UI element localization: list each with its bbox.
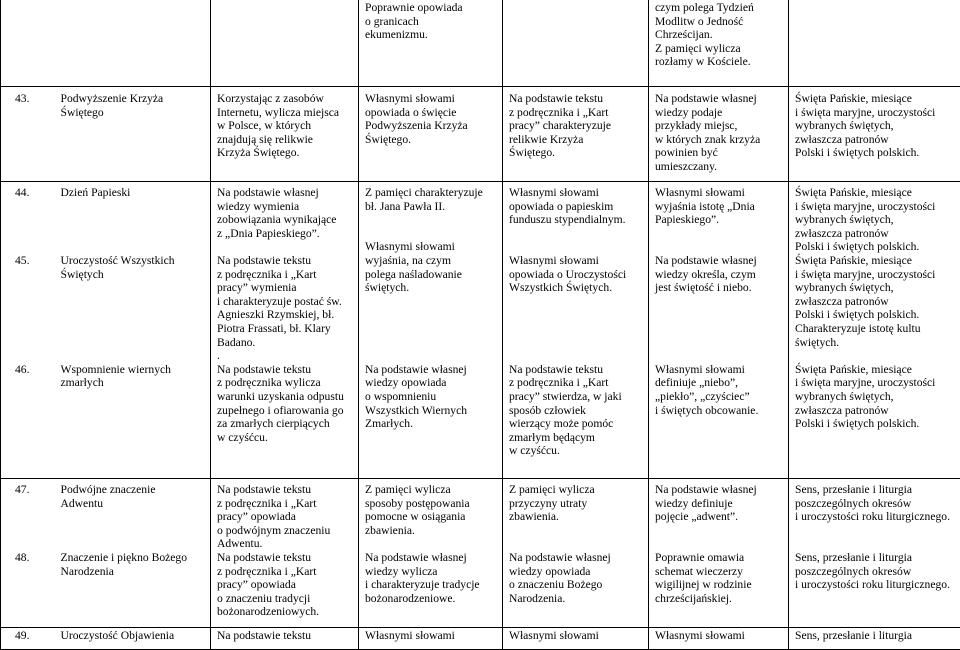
text-line: wiedzy wymienia (217, 199, 300, 213)
text-line: Własnymi słowami (655, 362, 745, 376)
text-line: Agnieszki Rzymskiej, bł. (217, 308, 335, 322)
text-line: Na podstawie tekstu (217, 629, 312, 642)
requirement-cell (211, 87, 359, 182)
text-line: Internetu, wylicza miejsca (217, 105, 340, 119)
text-line: za zmarłych cierpiących (217, 417, 330, 431)
text-line: w czyśćcu. (217, 430, 268, 444)
text-line: Na podstawie tekstu (509, 92, 604, 105)
spacer (61, 308, 207, 322)
text-line: zwłaszcza patronów (795, 226, 889, 240)
text-line (365, 349, 498, 363)
text-line: Podwójne znaczenie (60, 483, 156, 496)
text-line (365, 213, 498, 227)
text-line (795, 524, 956, 538)
text-line: świętych. (365, 281, 410, 295)
text-line: Sens, przesłanie i liturgia (795, 483, 912, 496)
lesson-topic-cell (59, 182, 211, 479)
text-line: Własnymi słowami (509, 629, 599, 642)
text-line: Polski i świętych polskich. (795, 417, 920, 431)
text-line: zwłaszcza patronów (795, 403, 889, 417)
text-line: i święta maryjne, uroczystości (795, 105, 936, 119)
lesson-numbers (15, 629, 59, 643)
lesson-number-cell (1, 479, 59, 628)
spacer (15, 240, 59, 254)
text-line: definiuje „niebo”, (655, 376, 739, 390)
requirement-cell (211, 0, 359, 87)
text-line: Z pamięci wylicza (655, 41, 741, 55)
text-line: zwłaszcza patronów (795, 294, 889, 308)
text-line: Polski i świętych polskich. (795, 240, 920, 254)
text-line: z podręcznika i „Kart (217, 496, 317, 510)
cell-text (217, 483, 354, 619)
text-line: Święta Pańskie, miesiące (795, 253, 912, 267)
text-line: powinien być (655, 146, 718, 160)
text-line: czym polega Tydzień (655, 1, 754, 14)
text-line: wyjaśnia istotę „Dnia (655, 199, 755, 213)
text-line: relikwie Krzyża (509, 132, 584, 146)
cell-text (61, 483, 207, 578)
text-line (365, 322, 498, 336)
text-line: z podręcznika i „Kart (509, 105, 609, 119)
text-line: wybranych świętych, (795, 389, 894, 403)
cell-text (217, 186, 354, 444)
text-line: o podwójnym znaczeniu (217, 523, 331, 537)
cell-text (61, 186, 207, 390)
spacer (15, 268, 59, 282)
text-line: zobowiązania wynikające (217, 213, 337, 227)
text-line: znajdują się relikwie (217, 132, 313, 146)
text-line: Sens, przesłanie i liturgia (795, 629, 912, 642)
text-line: Święta Pańskie, miesiące (795, 186, 912, 199)
text-line: Świętego. (509, 146, 556, 160)
text-line: Na podstawie własnej (655, 483, 757, 496)
text-line: i święta maryjne, uroczystości (795, 267, 936, 281)
requirement-cell (359, 479, 503, 628)
text-line: Z pamięci wylicza (509, 483, 595, 496)
text-line: . (217, 349, 220, 363)
text-line: umieszczany. (655, 159, 718, 173)
text-line: Polski i świętych polskich. (795, 308, 920, 322)
spacer (15, 336, 59, 350)
requirement-cell (789, 628, 960, 650)
text-line: zupełnego i ofiarowania go (217, 403, 344, 417)
text-line: Na podstawie tekstu (509, 362, 604, 376)
text-line (795, 537, 956, 551)
text-line: o znaczeniu tradycji (217, 591, 311, 605)
text-line: pracy” stwierdza, w jaki (509, 389, 622, 403)
text-line (509, 336, 644, 350)
requirement-cell (211, 479, 359, 628)
text-line: wybranych świętych, (795, 213, 894, 227)
text-line (509, 349, 644, 363)
cell-text (655, 1, 784, 69)
text-line: wyjaśnia, na czym (365, 253, 451, 267)
lesson-numbers (15, 92, 59, 106)
text-line (655, 295, 784, 309)
spacer (61, 295, 207, 309)
text-line: Podwyższenie Krzyża (60, 92, 164, 105)
text-line: poszczególnych okresów (795, 496, 912, 510)
text-line: przyczyny utraty (509, 496, 588, 510)
requirement-cell (359, 182, 503, 479)
text-line: wiedzy wylicza (365, 564, 438, 578)
text-line (655, 524, 784, 538)
text-line: Na podstawie własnej (217, 186, 319, 199)
text-line: opowiada o papieskim (509, 199, 614, 213)
text-line (655, 349, 784, 363)
text-line (655, 240, 784, 254)
requirement-cell (359, 628, 503, 650)
text-line: Na podstawie tekstu (217, 550, 312, 564)
lesson-topic: Wspomnienie wiernych (60, 362, 171, 376)
text-line (365, 308, 498, 322)
requirement-cell (649, 628, 789, 650)
text-line (217, 240, 354, 254)
text-line (509, 537, 644, 551)
text-line: polega naśladowanie (365, 267, 462, 281)
text-line: pracy” charakteryzuje (509, 119, 612, 133)
text-line: Własnymi słowami (655, 186, 745, 199)
requirement-cell (649, 0, 789, 87)
text-line: Święta Pańskie, miesiące (795, 92, 912, 105)
text-line: Z pamięci charakteryzuje (365, 186, 483, 199)
text-line: z podręcznika i „Kart (217, 564, 317, 578)
spacer (15, 213, 59, 227)
text-line: Piotra Frassati, bł. Klary (217, 321, 331, 335)
cell-text (509, 92, 644, 160)
table-row (1, 87, 960, 182)
spacer (15, 497, 59, 511)
text-line: Wszystkich Świętych. (509, 281, 613, 295)
text-line: wierzący może pomóc (509, 417, 614, 431)
text-line: schemat wieczerzy (655, 564, 743, 578)
requirement-cell (789, 182, 960, 479)
text-line: Badano. (217, 335, 256, 349)
text-line: Korzystając z zasobów (217, 92, 324, 105)
cell-text (795, 92, 956, 160)
spacer (61, 322, 207, 336)
text-line: i uroczystości roku liturgicznego. (795, 578, 950, 592)
text-line: wigilijnej w rodzinie (655, 578, 752, 592)
lesson-number-cell (1, 628, 59, 650)
text-line: funduszu stypendialnym. (509, 213, 626, 227)
table-body (1, 0, 960, 650)
text-line (795, 349, 956, 363)
text-line: wybranych świętych, (795, 281, 894, 295)
requirement-cell (503, 87, 649, 182)
text-line: wiedzy opowiada (509, 564, 591, 578)
cell-text (365, 483, 498, 605)
text-line (509, 322, 644, 336)
text-line (509, 524, 644, 538)
text-line: chrześcijańskiej. (655, 591, 732, 605)
text-line: pracy” opowiada (217, 578, 296, 592)
text-line: z podręcznika i „Kart (509, 376, 609, 390)
text-line (365, 537, 498, 551)
text-line: Polski i świętych polskich. (795, 146, 920, 160)
spacer (15, 295, 59, 309)
text-line: bożonarodzeniowe. (365, 591, 456, 605)
lesson-numbers (15, 483, 59, 565)
text-line: Świętego (60, 105, 104, 119)
requirement-cell (359, 87, 503, 182)
text-line: Podwyższenia Krzyża (365, 119, 468, 133)
spacer (61, 200, 207, 214)
requirement-cell (211, 628, 359, 650)
requirement-cell (503, 628, 649, 650)
text-line (655, 227, 784, 241)
lesson-topic-cell (59, 628, 211, 650)
lesson-topic: zmarłych (60, 376, 104, 390)
lesson-number: 45. (15, 253, 30, 267)
text-line: poszczególnych okresów (795, 564, 912, 578)
lesson-topic-cell (59, 87, 211, 182)
lesson-topic-cell (59, 479, 211, 628)
lesson-number: 46. (15, 362, 30, 376)
requirement-cell (503, 182, 649, 479)
text-line: przykłady miejsc, (655, 119, 738, 133)
requirement-cell (649, 479, 789, 628)
text-line: warunki uzyskania odpustu (217, 389, 344, 403)
text-line: Własnymi słowami (365, 240, 455, 254)
text-line: pracy” opowiada (217, 510, 296, 524)
spacer (61, 349, 207, 363)
text-line: o wspomnieniu (365, 389, 437, 403)
text-line: bł. Jana Pawła II. (365, 199, 446, 213)
requirement-cell (503, 0, 649, 87)
text-line: Chrześcijan. (655, 28, 713, 42)
text-line: Na podstawie tekstu (217, 362, 312, 376)
spacer (15, 524, 59, 538)
text-line: Modlitw o Jedność (655, 14, 744, 28)
text-line: i świętych obcowanie. (655, 403, 759, 417)
text-line: Z pamięci wylicza (365, 483, 451, 496)
text-line: Poprawnie omawia (655, 550, 745, 564)
text-line: i charakteryzuje tradycje (365, 578, 480, 592)
text-line (655, 322, 784, 336)
text-line: Świętego. (365, 132, 412, 146)
cell-text (61, 629, 207, 643)
text-line: w czyśćcu. (509, 444, 560, 458)
text-line: i uroczystości roku liturgicznego. (795, 510, 950, 524)
spacer (61, 524, 207, 538)
text-line: z podręcznika wylicza (217, 376, 321, 390)
lesson-number-cell (1, 0, 59, 87)
cell-text (365, 92, 498, 146)
text-line: Poprawnie opowiada (365, 1, 463, 14)
cell-text (365, 186, 498, 431)
lesson-number: 44. (15, 186, 30, 199)
text-line: pojęcie „adwent”. (655, 510, 739, 524)
text-line: ekumenizmu. (365, 28, 428, 42)
text-line: wybranych świętych, (795, 119, 894, 133)
text-line: sposób człowiek (509, 403, 586, 417)
text-line: Papieskiego”. (655, 213, 720, 227)
spacer (15, 510, 59, 524)
text-line (509, 227, 644, 241)
text-line (365, 227, 498, 241)
requirement-cell (789, 87, 960, 182)
text-line: wiedzy określa, czym (655, 267, 756, 281)
text-line (509, 308, 644, 322)
text-line: świętych. (795, 335, 840, 349)
requirement-cell (359, 0, 503, 87)
text-line: „piekło”, „czyściec” (655, 389, 750, 403)
spacer (61, 336, 207, 350)
text-line: Na podstawie własnej (509, 550, 611, 564)
text-line: Zmarłych. (365, 417, 413, 431)
table-row (1, 628, 960, 650)
text-line: w Polsce, w których (217, 119, 312, 133)
cell-text (795, 483, 956, 592)
text-line: opowiada o Uroczystości (509, 267, 627, 281)
requirement-cell (503, 479, 649, 628)
spacer (15, 227, 59, 241)
lesson-number-cell (1, 182, 59, 479)
text-line: Charakteryzuje istotę kultu (795, 321, 921, 335)
cell-text (655, 483, 784, 605)
text-line: Uroczystość Objawienia (60, 629, 175, 642)
text-line: opowiada o święcie (365, 105, 457, 119)
spacer (61, 537, 207, 551)
lesson-number: 48. (15, 550, 30, 564)
spacer (15, 281, 59, 295)
text-line: i święta maryjne, uroczystości (795, 376, 936, 390)
text-line (509, 240, 644, 254)
cell-text (795, 629, 956, 643)
text-line: wiedzy opowiada (365, 376, 447, 390)
text-line: Krzyża Świętego. (217, 146, 300, 160)
text-line: zbawienia. (509, 510, 559, 524)
spacer (15, 322, 59, 336)
cell-text (365, 1, 498, 42)
text-line: Adwentu (60, 496, 104, 510)
lesson-number: 47. (15, 483, 30, 496)
text-line: Na podstawie tekstu (217, 483, 312, 496)
cell-text (365, 629, 498, 643)
text-line: Własnymi słowami (655, 629, 745, 642)
text-line: Własnymi słowami (509, 253, 599, 267)
text-line: Dzień Papieski (60, 186, 131, 199)
text-line: wiedzy definiuje (655, 496, 733, 510)
requirement-cell (649, 182, 789, 479)
lesson-numbers (15, 186, 59, 376)
spacer (61, 213, 207, 227)
spacer (61, 240, 207, 254)
cell-text (795, 186, 956, 431)
text-line: Adwentu. (217, 537, 263, 551)
text-line: Na podstawie własnej (655, 92, 757, 105)
text-line: sposoby postępowania (365, 496, 470, 510)
table-row (1, 182, 960, 479)
spacer (61, 510, 207, 524)
lesson-number: 43. (15, 92, 30, 105)
text-line: zmarłym będącym (509, 430, 595, 444)
text-line: z podręcznika i „Kart (217, 267, 317, 281)
text-line: Wszystkich Wiernych (365, 403, 468, 417)
text-line: Narodzenia. (509, 591, 566, 605)
spacer (61, 227, 207, 241)
text-line: Na podstawie własnej (365, 550, 467, 564)
text-line (655, 308, 784, 322)
text-line: zbawienia. (365, 523, 415, 537)
text-line: pomocne w osiągania (365, 510, 466, 524)
text-line: wiedzy podaje (655, 105, 723, 119)
text-line: zwłaszcza patronów (795, 132, 889, 146)
spacer (15, 200, 59, 214)
requirement-cell (789, 0, 960, 87)
text-line: z „Dnia Papieskiego”. (217, 226, 320, 240)
text-line: Własnymi słowami (365, 629, 455, 642)
spacer (61, 281, 207, 295)
lesson-topic: Znaczenie i piękno Bożego (60, 550, 188, 564)
text-line: rozłamy w Kościele. (655, 55, 751, 69)
text-line: i charakteryzuje postać św. (217, 294, 342, 308)
lesson-number-cell (1, 87, 59, 182)
text-line: Własnymi słowami (509, 186, 599, 199)
spacer (15, 537, 59, 551)
cell-text (61, 92, 207, 119)
cell-text (509, 629, 644, 643)
text-line: Na podstawie własnej (655, 253, 757, 267)
text-line: Sens, przesłanie i liturgia (795, 550, 912, 564)
requirement-cell (789, 479, 960, 628)
table-row (1, 0, 960, 87)
cell-text (655, 629, 784, 643)
text-line: w których znak krzyża (655, 132, 761, 146)
cell-text (217, 629, 354, 643)
cell-text (655, 92, 784, 174)
text-line: Święta Pańskie, miesiące (795, 362, 912, 376)
text-line: i święta maryjne, uroczystości (795, 199, 936, 213)
text-line (655, 537, 784, 551)
text-line (655, 336, 784, 350)
text-line (365, 336, 498, 350)
text-line: pracy” wymienia (217, 281, 297, 295)
cell-text (655, 186, 784, 417)
cell-text (217, 92, 354, 160)
cell-text (509, 186, 644, 458)
text-line: bożonarodzeniowych. (217, 605, 320, 619)
spacer (15, 308, 59, 322)
text-line: jest świętość i niebo. (655, 281, 752, 295)
text-line: o znaczeniu Bożego (509, 578, 603, 592)
lesson-topic: Uroczystość Wszystkich (60, 253, 175, 267)
text-line (509, 295, 644, 309)
table-row (1, 479, 960, 628)
text-line: o granicach (365, 14, 419, 28)
lesson-number: 49. (15, 629, 30, 642)
cell-text (509, 483, 644, 605)
requirement-cell (211, 182, 359, 479)
lesson-topic: Świętych (60, 267, 104, 281)
spacer (15, 349, 59, 363)
lesson-topic: Narodzenia (60, 564, 114, 578)
text-line: Własnymi słowami (365, 92, 455, 105)
requirement-cell (649, 87, 789, 182)
text-line: Na podstawie własnej (365, 362, 467, 376)
lesson-topic-cell (59, 0, 211, 87)
text-line (365, 295, 498, 309)
text-line: Na podstawie tekstu (217, 253, 312, 267)
